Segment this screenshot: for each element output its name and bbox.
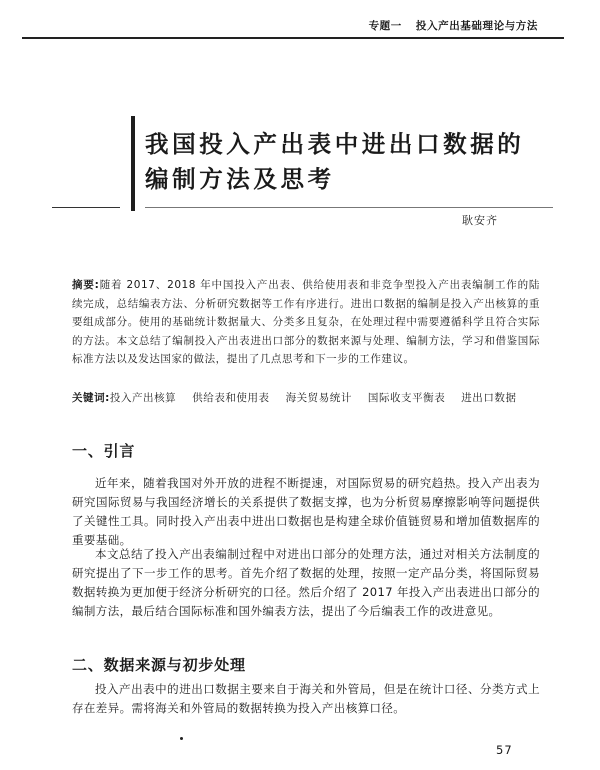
- article-title: 我国投入产出表中进出口数据的编制方法及思考: [145, 130, 525, 193]
- page-number: 57: [496, 743, 513, 757]
- keyword: 海关贸易统计: [285, 392, 352, 404]
- header-rule: [22, 37, 564, 39]
- body-paragraph: 近年来，随着我国对外开放的进程不断提速，对国际贸易的研究趋热。投入产出表为研究国际贸易与我国经济增长的关系提供了数据支撑，也为分析贸易摩擦影响等问题提供了关键性工具。同时投入产出表中进出口数据也是构建全球价值链贸易和增加值数据库的重要基础。: [72, 476, 540, 547]
- keywords: [72, 389, 540, 408]
- running-head-section: 专题一: [368, 20, 402, 32]
- keyword: 供给表和使用表: [192, 392, 270, 404]
- abstract-label: 摘要:: [72, 279, 100, 291]
- abstract: [72, 276, 540, 369]
- title-rule-left: [52, 207, 120, 208]
- keyword: 国际收支平衡表: [367, 392, 446, 404]
- abstract-text: 随着 2017、2018 年中国投入产出表、供给使用表和非竞争型投入产出表编制工作的陆续完成，总结编表方法、分析研究数据等工作有序进行。进出口数据的编制是投入产出核算的重要组成部分。使用的基础统计数据量大、分类多且复杂，在处理过程中需要遵循科学且符合实际的方法。本文总结了编制投入产出表进出口部分的数据来源与处理、编制方法，学习和借鉴国际标准方法以及发达国家的做法，提出了几点思考和下一步的工作建议。: [72, 279, 540, 365]
- speck-mark: [180, 737, 183, 740]
- author: 耿安齐: [462, 214, 498, 227]
- title-accent-bar: [131, 116, 135, 211]
- body-paragraph: 投入产出表中的进出口数据主要来自于海关和外管局，但是在统计口径、分类方式上存在差异。需将海关和外管局的数据转换为投入产出核算口径。: [72, 682, 540, 715]
- running-head: [278, 18, 538, 33]
- keywords-label: 关键词:: [72, 392, 110, 404]
- keyword: 进出口数据: [461, 392, 517, 404]
- running-head-topic: 投入产出基础理论与方法: [415, 20, 538, 32]
- keyword: 投入产出核算: [109, 392, 177, 404]
- body-paragraph: 本文总结了投入产出表编制过程中对进出口部分的处理方法，通过对相关方法制度的研究提出了下一步工作的思考。首先介绍了数据的处理，按照一定产品分类，将国际贸易数据转换为更加便于经济分析研究的口径。然后介绍了 2017 年投入产出表进出口部分的编制方法，最后结合国际标准和国外编表方法，提出了今后编表工作的改进意见。: [72, 547, 540, 618]
- section-heading-data-sources: 二、数据来源与初步处理: [72, 656, 246, 674]
- title-rule-right: [145, 207, 553, 208]
- section-heading-introduction: 一、引言: [72, 442, 136, 460]
